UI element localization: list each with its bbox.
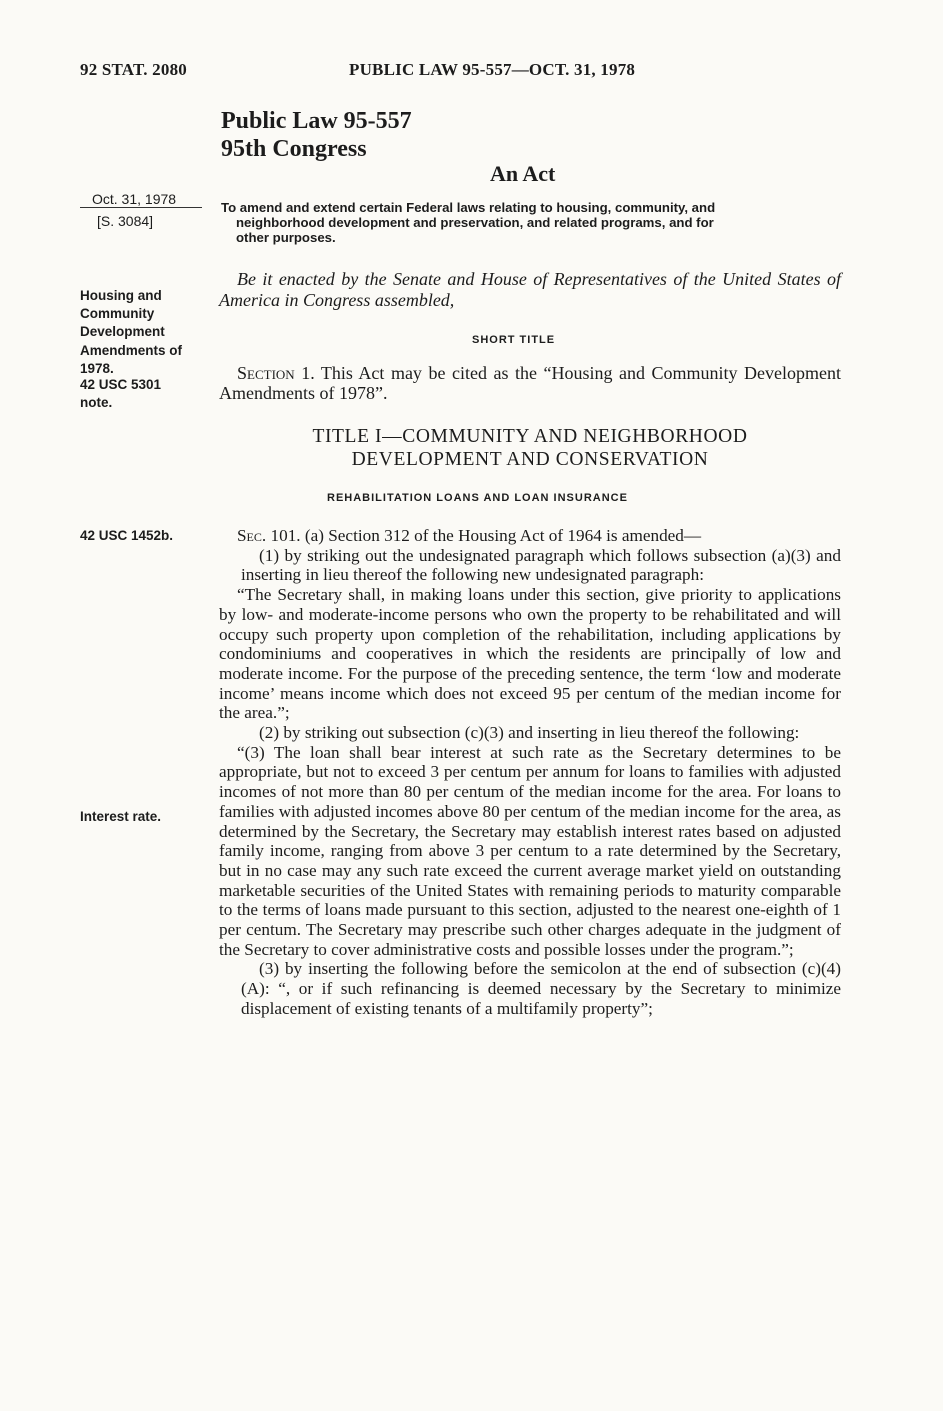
section-101-item-1: (1) by striking out the undesignated paragraph which follows subsection (a)(3) and inserting in lieu thereof the following new undesignated paragraph: [241,545,841,585]
margin-usc-citation: 42 USC 5301 note. [80,377,162,411]
section-101-quote-1: “The Secretary shall, in making loans under this section, give priority to applications by low- and moderate-income persons who own the property to be rehabilitated and will occupy such property upon completion of the rehabilitation, including applications by condominiums and cooperatives in which the residents are principally of low and moderate income. For the purpose of the preceding sentence, the term ‘low and moderate income’ means income which does not exceed 95 per centum of the median income for the area.”; [219,585,841,723]
section-101-item-2: (2) by striking out subsection (c)(3) and inserting in lieu thereof the following: [259,723,800,743]
page-header-stat: 92 STAT. 2080 [80,60,187,79]
section-101-quote-2: “(3) The loan shall bear interest at such rate as the Secretary determines to be appropriate, but not to exceed 3 per centum per annum for loans to families with adjusted incomes of not more than 80 per centum of the median income for the area. For loans to families with adjusted incomes above 80 per centum of the median income for the area, as determined by the Secretary, the Secretary may establish interest rates based on adjusted family income, ranging from above 3 per centum to a rate determined by the Secretary, but in no case may any such rate exceed the current average market yield on outstanding marketable securities of the United States with remaining periods to maturity comparable to the terms of loans made pursuant to this section, adjusted to the nearest one-eighth of 1 per centum. The Secretary may prescribe such other charges adequate in the judgment of the Secretary to cover administrative costs and possible losses under the program.”; [219,742,841,959]
section-1-label: Section 1. [237,363,315,383]
purpose-line-1: To amend and extend certain Federal laws relating to housing, community, and [221,200,716,215]
public-law-number: Public Law 95-557 [221,108,412,134]
section-101-item-3: (3) by inserting the following before the semicolon at the end of subsection (c)(4)(A): “, or if such refinancing is deemed necessary by the Secretary to minimize displacement of existing tenants of a multifamily property”; [241,959,841,1018]
section-1 [219,363,841,403]
margin-short-title-note: Housing and Community Development Amendments of 1978. [80,288,183,376]
page-header-law: PUBLIC LAW 95-557—OCT. 31, 1978 [349,60,636,79]
purpose-line-3: other purposes. [236,230,336,245]
margin-date: Oct. 31, 1978 [92,191,177,207]
margin-interest-rate: Interest rate. [80,809,162,824]
an-act-heading: An Act [490,161,556,186]
section-1-text: This Act may be cited as the “Housing and Community Development Amendments of 1978”. [219,363,842,403]
section-101 [219,526,841,1019]
margin-bill-number: [S. 3084] [97,213,154,229]
short-title-heading: SHORT TITLE [472,334,556,346]
title-1-heading: TITLE I—COMMUNITY AND NEIGHBORHOOD DEVELOPMENT AND CONSERVATION [312,426,748,470]
rehabilitation-heading: REHABILITATION LOANS AND LOAN INSURANCE [327,492,628,504]
margin-divider [80,207,202,208]
purpose-line-2: neighborhood development and preservation, and related programs, and for [236,215,714,230]
section-101-intro: Sec. 101. (a) Section 312 of the Housing Act of 1964 is amended— [237,526,702,545]
enacting-clause: Be it enacted by the Senate and House of Representatives of the United States of America in Congress assembled, [219,269,841,310]
act-purpose [221,200,839,245]
margin-usc-citation-2: 42 USC 1452b. [80,528,174,543]
congress-label: 95th Congress [221,136,367,162]
